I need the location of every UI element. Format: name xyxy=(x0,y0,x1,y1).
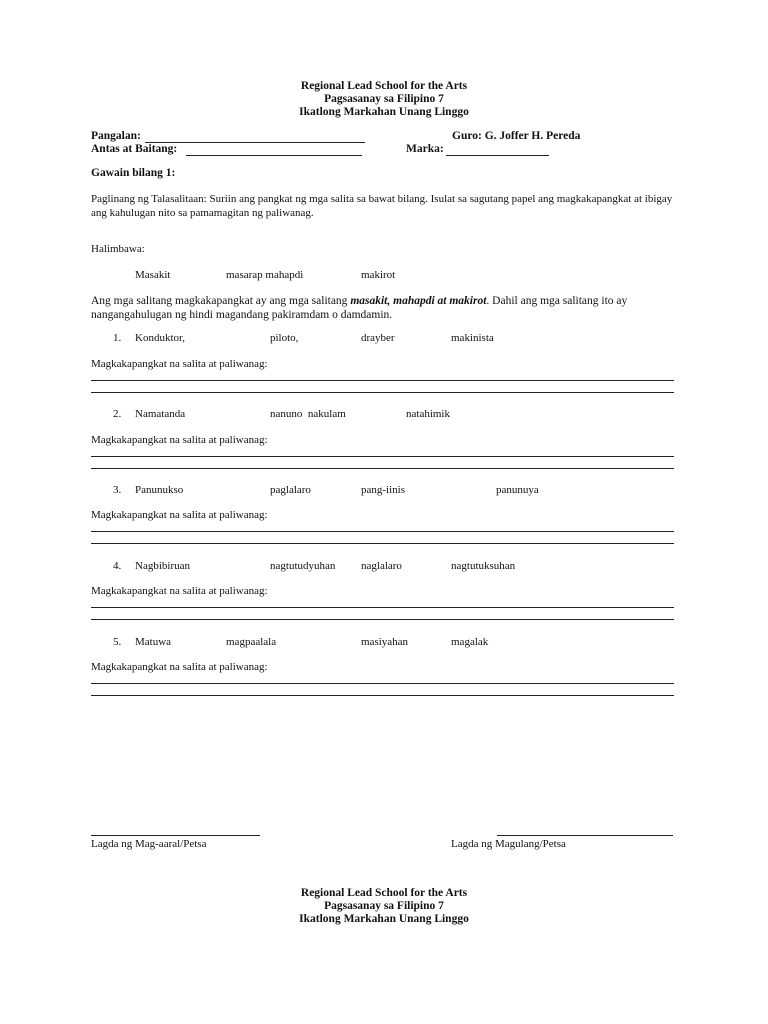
item-word: Nagbibiruan xyxy=(135,560,190,572)
item-word: panunuya xyxy=(496,484,539,496)
item-number: 5. xyxy=(113,636,122,648)
parent-signature-label: Lagda ng Magulang/Petsa xyxy=(451,838,566,850)
answer-prompt: Magkakapangkat na salita at paliwanag: xyxy=(91,358,268,370)
item-word: Panunukso xyxy=(135,484,184,496)
answer-line[interactable] xyxy=(91,468,674,469)
example-word: Masakit xyxy=(135,269,171,281)
footer-subject: Pagsasanay sa Filipino 7 xyxy=(324,900,444,912)
item-word: makinista xyxy=(451,332,494,344)
item-word: natahimik xyxy=(406,408,450,420)
item-word: magpaalala xyxy=(226,636,277,648)
item-word: Konduktor, xyxy=(135,332,185,344)
grade-label: Antas at Baitang: xyxy=(91,143,178,155)
answer-line[interactable] xyxy=(91,619,674,620)
header-subject: Pagsasanay sa Filipino 7 xyxy=(324,93,444,105)
item-word: naglalaro xyxy=(361,560,402,572)
example-explanation xyxy=(91,295,677,322)
answer-line[interactable] xyxy=(91,531,674,532)
example-word: masarap mahapdi xyxy=(226,269,304,281)
item-word: pang-iinis xyxy=(361,484,405,496)
answer-prompt: Magkakapangkat na salita at paliwanag: xyxy=(91,509,268,521)
item-word: nanuno nakulam xyxy=(270,408,346,420)
name-field-line[interactable] xyxy=(145,142,365,143)
explanation-text-after: . Dahil ang mga salitang ito ay nangangahulugan ng hindi magandang pakiramdam o damdamin. xyxy=(91,295,628,321)
item-word: magalak xyxy=(451,636,489,648)
item-number: 3. xyxy=(113,484,122,496)
name-label: Pangalan: xyxy=(91,130,141,142)
item-word: Matuwa xyxy=(135,636,172,648)
example-label: Halimbawa: xyxy=(91,243,145,255)
score-field-line[interactable] xyxy=(446,155,549,156)
answer-line[interactable] xyxy=(91,695,674,696)
header-school: Regional Lead School for the Arts xyxy=(300,80,468,92)
answer-prompt: Magkakapangkat na salita at paliwanag: xyxy=(91,585,268,597)
item-number: 1. xyxy=(113,332,122,344)
item-word: paglalaro xyxy=(270,484,311,496)
answer-line[interactable] xyxy=(91,683,674,684)
parent-signature-line[interactable] xyxy=(497,835,673,836)
activity-title: Gawain bilang 1: xyxy=(91,167,176,179)
answer-line[interactable] xyxy=(91,543,674,544)
answer-line[interactable] xyxy=(91,456,674,457)
item-word: piloto, xyxy=(270,332,299,344)
answer-line[interactable] xyxy=(91,380,674,381)
teacher-label: Guro: G. Joffer H. Pereda xyxy=(452,130,581,142)
item-word: nagtutuksuhan xyxy=(451,560,516,572)
student-signature-line[interactable] xyxy=(91,835,260,836)
score-label: Marka: xyxy=(406,143,444,155)
item-word: drayber xyxy=(361,332,395,344)
instruction-text: Paglinang ng Talasalitaan: Suriin ang pangkat ng mga salita sa bawat bilang. Isulat sa sagutang papel ang magkakapangkat at ibigay ang kahulugan nito sa pamamagitan ng paliwanag. xyxy=(91,193,673,219)
item-word: masiyahan xyxy=(361,636,409,648)
explanation-emphasis: masakit, mahapdi at makirot xyxy=(350,295,487,307)
answer-line[interactable] xyxy=(91,607,674,608)
example-word: makirot xyxy=(361,269,396,281)
answer-line[interactable] xyxy=(91,392,674,393)
student-signature-label: Lagda ng Mag-aaral/Petsa xyxy=(91,838,207,850)
grade-field-line[interactable] xyxy=(186,155,362,156)
footer-school: Regional Lead School for the Arts xyxy=(300,887,468,899)
answer-prompt: Magkakapangkat na salita at paliwanag: xyxy=(91,434,268,446)
answer-prompt: Magkakapangkat na salita at paliwanag: xyxy=(91,661,268,673)
item-word: Namatanda xyxy=(135,408,186,420)
header-quarter: Ikatlong Markahan Unang Linggo xyxy=(299,106,469,118)
explanation-text: Ang mga salitang magkakapangkat ay ang mga salitang xyxy=(91,295,351,307)
item-number: 2. xyxy=(113,408,122,420)
item-number: 4. xyxy=(113,560,122,572)
footer-quarter: Ikatlong Markahan Unang Linggo xyxy=(299,913,469,925)
item-word: nagtutudyuhan xyxy=(270,560,336,572)
